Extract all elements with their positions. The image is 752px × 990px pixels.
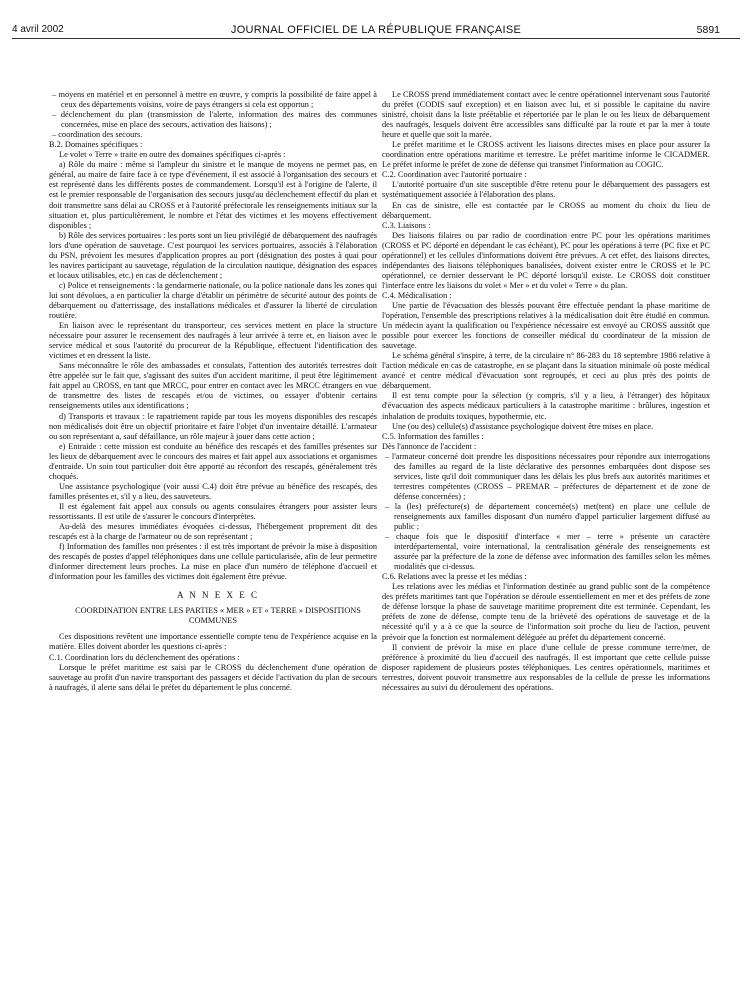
paragraph: Une (ou des) cellule(s) d'assistance psychologique doivent être mises en place.: [392, 421, 654, 431]
paragraph: Lorsque le préfet maritime est saisi par le CROSS du déclenchement d'une opération de sauvetage au profit d'un navire transportant des passagers et décide l'activation du plan de secours à naufragés, il alerte sans délai le préfet du département le plus concerné.: [49, 662, 377, 692]
issue-date: 4 avril 2002: [12, 24, 64, 35]
page-number: 5891: [696, 24, 720, 36]
family-info-list: [382, 452, 710, 573]
paragraph: En liaison avec le représentant du transporteur, ces services mettent en place la structure nécessaire pour assurer le recensement des naufragés à leur arrivée à terre et, en liaison avec le service médical et sous l'autorité du procureur de la République, effectuent l'identification des victimes et en dressent la liste.: [49, 321, 377, 361]
paragraph: Une assistance psychologique (voir aussi C.4) doit être prévue au bénéfice des rescapés, des familles présentes et, s'il y a lieu, des sauveteurs.: [49, 481, 377, 501]
list-item: – l'armateur concerné doit prendre les dispositions nécessaires pour répondre aux interrogations des familles au regard de la liste déclarative des personnes embarquées dont dispose ses services, liste qu'il doit communiquer dans les délais les plus brefs aux autorités maritimes et terrestres compétentes (CROSS – PREMAR – préfectures de département et de zone de défense concernées) ;: [382, 452, 710, 502]
section-heading-c1: C.1. Coordination lors du déclenchement des opérations :: [49, 652, 240, 662]
section-heading-b2: B.2. Domaines spécifiques :: [49, 140, 143, 150]
list-item: – chaque fois que le dispositif d'interface « mer – terre » présente un caractère interdépartemental, voire international, la centralisation générale des renseignements est assurée par la préfecture de la zone de défense avec information des familles selon les mêmes modalités que ci-dessus.: [382, 532, 710, 572]
list-item: – la (les) préfecture(s) de département concernée(s) met(tent) en place une cellule de renseignements aux familles disposant d'un numéro d'appel particulier largement diffusé au public ;: [382, 502, 710, 532]
journal-title: JOURNAL OFFICIEL DE LA RÉPUBLIQUE FRANÇAISE: [230, 24, 522, 36]
measures-list: [49, 90, 377, 140]
annex-subtitle: COORDINATION ENTRE LES PARTIES « MER » ET « TERRE » DISPOSITIONS COMMUNES: [75, 606, 361, 626]
section-heading-c4: C.4. Médicalisation :: [382, 290, 452, 300]
paragraph: Il est également fait appel aux consuls ou agents consulaires étrangers pour assister leurs ressortissants. Il est utile de s'assurer le concours d'interprètes.: [49, 501, 377, 521]
paragraph: Il convient de prévoir la mise en place d'une cellule de presse commune terre/mer, de préférence à proximité du lieu d'accueil des naufragés. Il est important que cette cellule puisse disposer rapidement de plusieurs postes téléphoniques. Les centres opérationnels, maritimes et terrestres, doivent pouvoir transmettre aux responsables de la cellule de presse les informations nécessaires au suivi du déroulement des opérations.: [382, 642, 710, 692]
section-heading-c6: C.6. Relations avec la presse et les médias :: [382, 572, 527, 582]
paragraph: Le préfet maritime et le CROSS activent les liaisons directes mises en place pour assurer la coordination entre opérations maritime et terrestre. Le préfet maritime informe le CICADMER. Le préfet informe le préfet de zone de défense qui transmet l'information au COGIC.: [382, 140, 710, 170]
annex-title: A N N E X E C: [177, 590, 259, 601]
left-column: [49, 90, 377, 978]
paragraph: e) Entraide : cette mission est conduite au bénéfice des rescapés et des familles présentes sur les lieux de débarquement avec le concours des maires et fait appel aux associations et organismes d'entraide. Un soin tout particulier doit être apporté au réconfort des rescapés, généralement très choqués.: [49, 441, 377, 481]
section-heading-c2: C.2. Coordination avec l'autorité portuaire :: [382, 170, 527, 180]
section-heading-c3: C.3. Liaisons :: [382, 220, 431, 230]
paragraph: Sans méconnaître le rôle des ambassades et consulats, l'attention des autorités terrestres doit être appelée sur le fait que, s'agissant des suites d'un accident maritime, il peut être légitimement fait appel au CROSS, en tant que MRCC, pour entrer en contact avec les MRCC étrangers en vue de transmettre des listes de rescapés et/ou de victimes, ou essayer d'obtenir certains renseignements utiles aux identifications ;: [49, 361, 377, 411]
section-heading-c5: C.5. Information des familles :: [382, 431, 484, 441]
paragraph: En cas de sinistre, elle est contactée par le CROSS au moment du choix du lieu de débarquement.: [382, 200, 710, 220]
paragraph: Le CROSS prend immédiatement contact avec le centre opérationnel intervenant sous l'autorité du préfet (CODIS sauf exception) et en liaison avec lui, et si possible le capitaine du navire sinistré, choisit dans la liste préétablie et répertoriée par le plan le ou les lieux de débarquement des naufragés, lesquels doivent être accessibles sans difficulté par la route et par la mer à toute heure et quelle que soit la marée.: [382, 90, 710, 140]
paragraph: Il est tenu compte pour la sélection (y compris, s'il y a lieu, à l'étranger) des hôpitaux d'évacuation des aspects médicaux particuliers à la catastrophe maritime : brûlures, ingestion et inhalation de produits toxiques, hypothermie, etc.: [382, 391, 710, 421]
page-header: [0, 0, 752, 40]
paragraph: Le schéma général s'inspire, à terre, de la circulaire n° 86-283 du 18 septembre 1986 relative à l'action médicale en cas de catastrophe, en se plaçant dans la situation minimale où poste médical avancé et centre médical d'évacuation sont regroupés, et ceci au plus près des points de débarquement.: [382, 351, 710, 391]
paragraph: f) Information des familles non présentes : il est très important de prévoir la mise à disposition des rescapés de postes d'appel téléphoniques dans une cellule particularisée, afin de leur permettre d'informer directement leurs proches. La mise en place d'un numéro de téléphone d'accueil et d'information pour les familles des victimes doit également être prévue.: [49, 542, 377, 582]
right-column: [382, 90, 710, 978]
paragraph: Ces dispositions revêtent une importance essentielle compte tenu de l'expérience acquise en la matière. Elles doivent aborder les questions ci-après :: [49, 632, 377, 652]
paragraph: c) Police et renseignements : la gendarmerie nationale, ou la police nationale dans les zones qui lui sont dévolues, a en particulier la charge d'établir un périmètre de sécurité autour des points de débarquement ou d'atterrissage, des installations médicales et d'assurer la liberté de circulation routière.: [49, 280, 377, 321]
paragraph: d) Transports et travaux : le rapatriement rapide par tous les moyens disponibles des rescapés non médicalisés doit être un objectif prioritaire et faire l'objet d'un inventaire détaillé. L'armateur ou son représentant a, sauf défaillance, un rôle majeur à jouer dans cette action ;: [49, 411, 377, 441]
list-item: – déclenchement du plan (transmission de l'alerte, information des maires des communes concernées, mise en place des secours, activation des liaisons) ;: [49, 110, 377, 130]
paragraph: Les relations avec les médias et l'information destinée au grand public sont de la compétence des préfets maritimes tant que l'opération se déroule essentiellement en mer et des préfets de zone de défense lorsque la phase de sauvetage maritime proprement dite est terminée. Cependant, les préfets de zone de défense, compte tenu de la brièveté des opérations de sauvetage et de la nécessité qu'il y a à ce que la source de l'information soit proche du lieu de l'action, peuvent prévoir que la fonction est normalement déléguée au préfet du département concerné.: [382, 582, 710, 642]
paragraph: Une partie de l'évacuation des blessés pouvant être effectuée pendant la phase maritime de l'opération, l'ensemble des prescriptions relatives à la médicalisation doit être étudié en commun. Un médecin ayant la qualification ou l'expérience nécessaire est envoyé au CROSS aussitôt que possible pour exercer les fonctions de conseiller médical du coordinateur de la mission de sauvetage.: [382, 300, 710, 351]
header-rule: [12, 38, 740, 39]
list-item: – moyens en matériel et en personnel à mettre en œuvre, y compris la possibilité de faire appel à ceux des départements voisins, voire de pays étrangers si cela est opportun ;: [49, 90, 377, 110]
paragraph: b) Rôle des services portuaires : les ports sont un lieu privilégié de débarquement des naufragés lors d'une opération de sauvetage. C'est pourquoi les services portuaires, associés à l'élaboration du PSN, prévoient les mesures d'application propres au port (désignation des postes à quai pour les navires participant au sauvetage, régulation de la circulation nautique, désignation des espaces et locaux utilisables, etc.) en cas de déclenchement ;: [49, 230, 377, 280]
paragraph: L'autorité portuaire d'un site susceptible d'être retenu pour le débarquement des passagers est systématiquement associée à l'élaboration des plans.: [382, 180, 710, 200]
paragraph: Des liaisons filaires ou par radio de coordination entre PC pour les opérations maritimes (CROSS et PC déporté en dépendant le cas échéant), PC pour les opérations à terre (PC fixe et PC opérationnel) et les cellules d'informations doivent être prévues. A cet effet, des liaisons directes, indépendantes des liaisons téléphoniques banalisées, doivent exister entre le CROSS et le PC opérationnel, ce dernier desservant le PC déporté lorsqu'il existe. Le CROSS doit constituer l'interface entre les liaisons du volet « Mer » et du volet « Terre » du plan.: [382, 230, 710, 290]
list-item: – coordination des secours.: [49, 130, 377, 140]
c5-intro: Dès l'annonce de l'accident :: [382, 441, 477, 451]
paragraph: Le volet « Terre » traite en outre des domaines spécifiques ci-après :: [59, 150, 286, 160]
paragraph: a) Rôle du maire : même si l'ampleur du sinistre et le manque de moyens ne permet pas, en général, au maire de faire face à ce type d'événement, il est associé à l'organisation des secours et est représenté dans les différents postes de commandement. Lorsqu'il est à l'origine de l'alerte, il est le premier responsable de l'organisation des secours jusqu'au déclenchement effectif du plan et doit transmettre sans délai au CROSS et à l'autorité préfectorale les renseignements initiaux sur la situation et, plus particulièrement, le nombre et l'état des victimes et les moyens effectivement disponibles ;: [49, 160, 377, 230]
paragraph: Au-delà des mesures immédiates évoquées ci-dessus, l'hébergement proprement dit des rescapés est à la charge de l'armateur ou de son représentant ;: [49, 522, 377, 542]
